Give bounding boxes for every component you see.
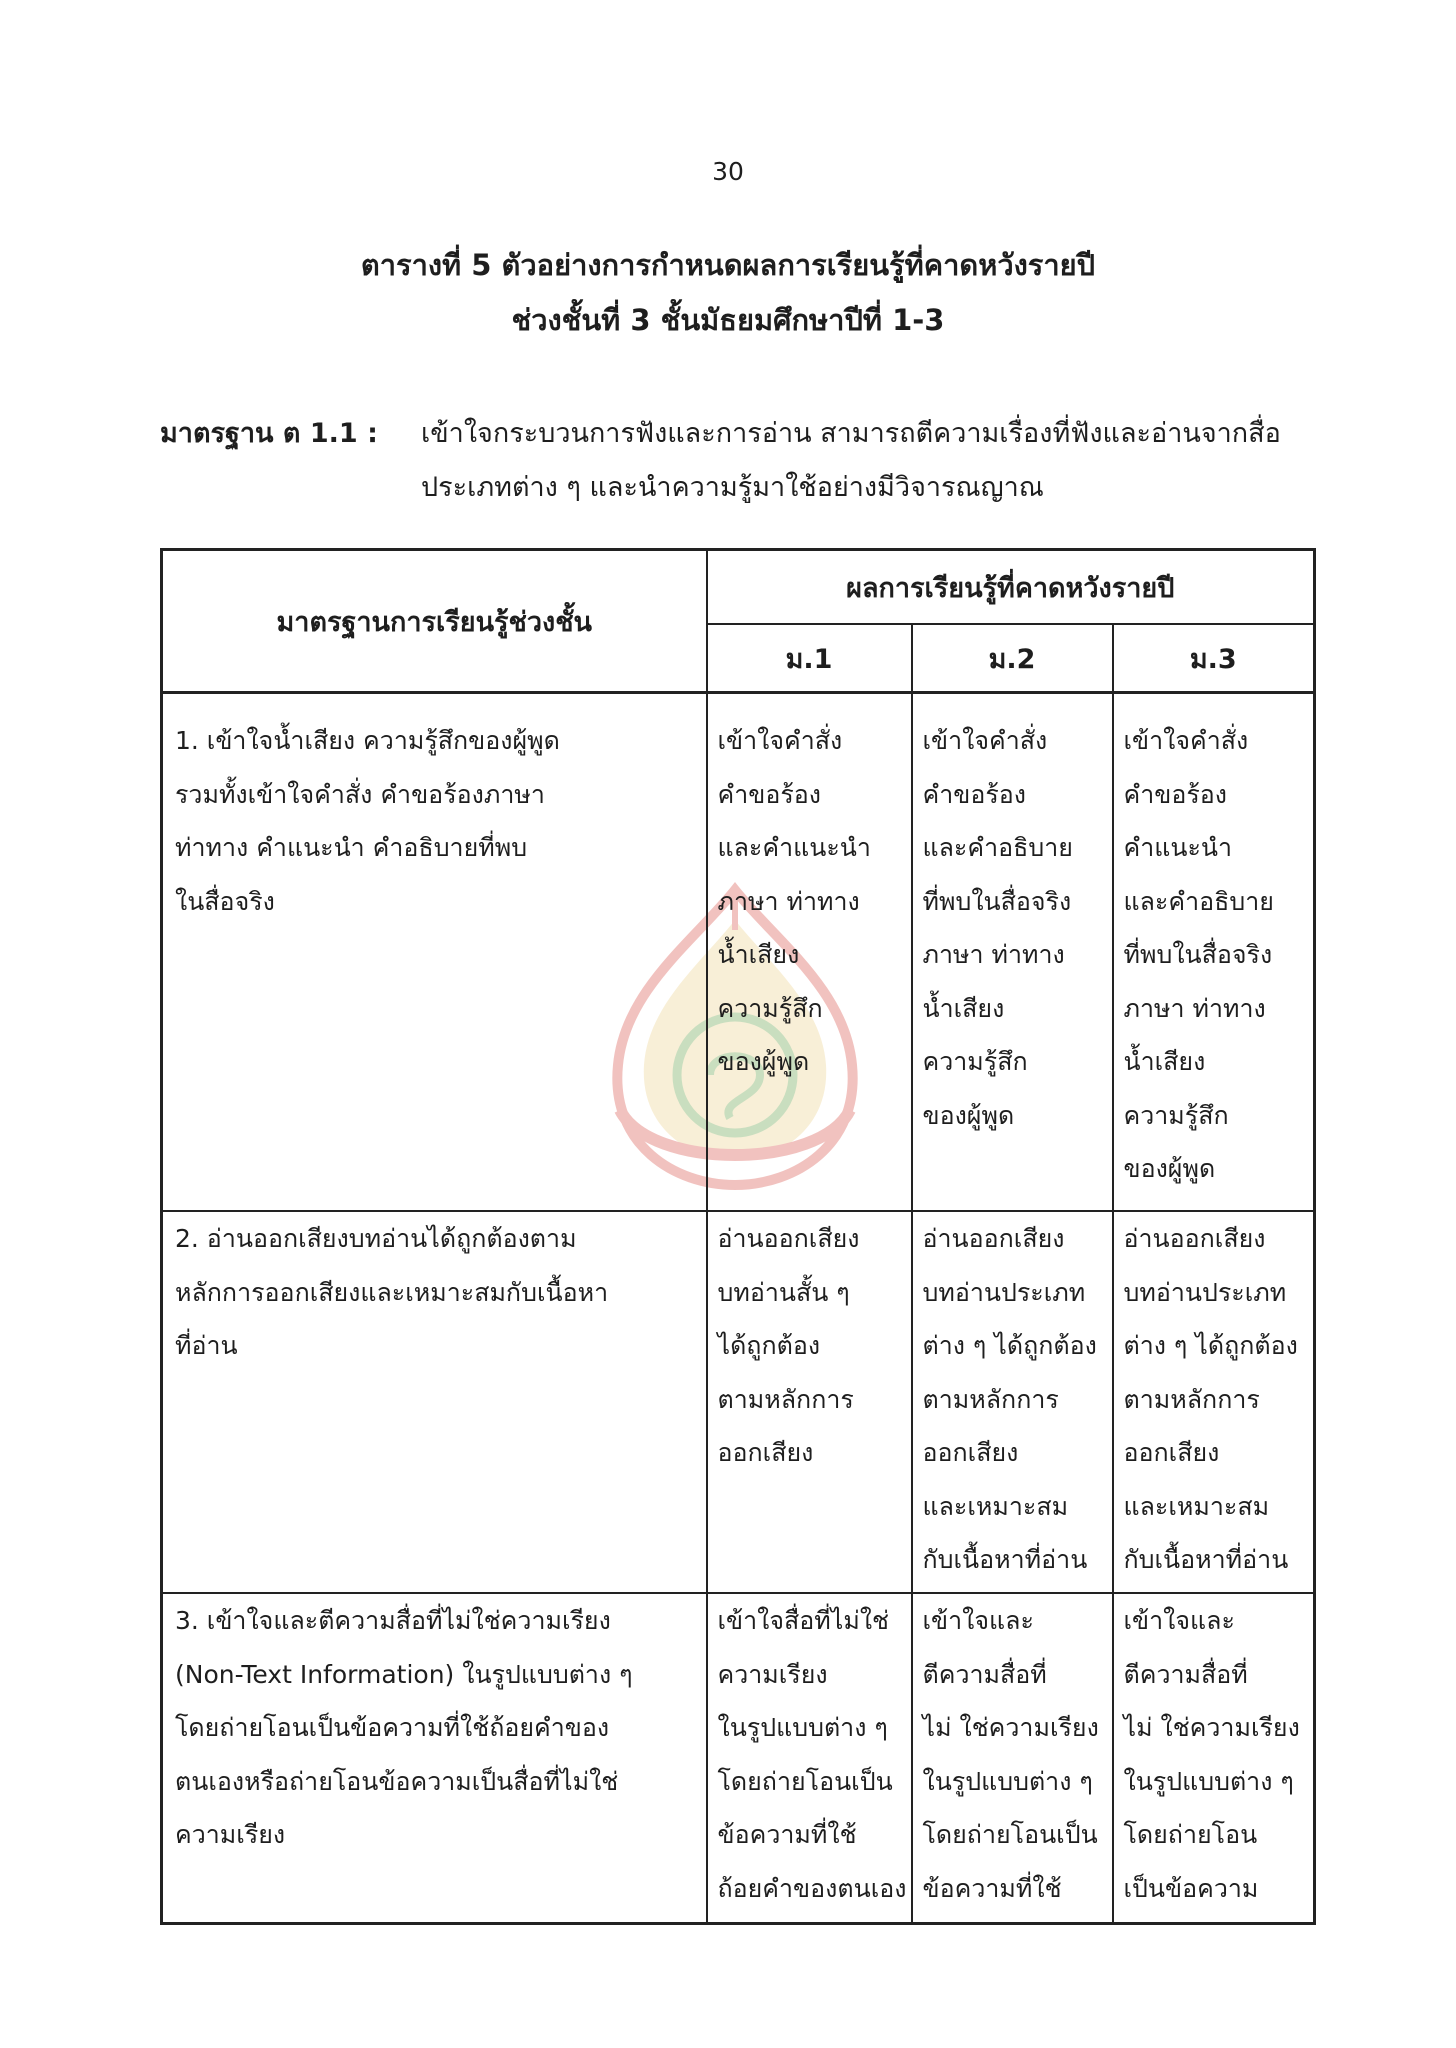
cell-line: ความรู้สึก — [717, 993, 823, 1023]
header-level-m3: ม.3 — [1113, 624, 1315, 693]
cell-line: โดยถ่ายโอนเป็น — [717, 1766, 893, 1796]
cell-line: โดยถ่ายโอน — [1123, 1820, 1258, 1849]
cell-line: ตนเองหรือถ่ายโอนข้อความเป็นสื่อที่ไม่ใช่ — [175, 1766, 619, 1796]
cell-line: อ่านออกเสียง — [1123, 1224, 1266, 1253]
header-standard-column: มาตรฐานการเรียนรู้ช่วงชั้น — [162, 550, 707, 693]
cell-line: เป็นข้อความ — [1123, 1873, 1259, 1903]
row-1-m1 — [707, 693, 912, 1212]
learning-outcomes-table — [160, 548, 1316, 1925]
cell-line: ที่พบในสื่อจริง — [1123, 940, 1273, 969]
cell-line: ต่าง ๆ ได้ถูกต้อง — [1123, 1331, 1298, 1360]
row-2-m2 — [912, 1211, 1113, 1593]
cell-line: ตามหลักการ — [922, 1384, 1059, 1414]
cell-line: น้ำเสียง — [1123, 1047, 1206, 1076]
cell-line: ภาษา ท่าทาง — [922, 940, 1065, 969]
cell-line: เข้าใจคำสั่ง — [922, 726, 1048, 755]
cell-line: อ่านออกเสียง — [922, 1224, 1065, 1253]
cell-line: ที่พบในสื่อจริง — [922, 886, 1072, 916]
row-3-standard — [162, 1593, 707, 1924]
cell-line: อ่านออกเสียง — [717, 1224, 860, 1253]
cell-line: บทอ่านสั้น ๆ — [717, 1277, 850, 1307]
cell-line: ตีความสื่อที่ — [1123, 1659, 1248, 1689]
cell-line: ความรู้สึก — [922, 1047, 1028, 1076]
row-1-m2 — [912, 693, 1113, 1212]
cell-line: (Non-Text Information) ในรูปแบบต่าง ๆ — [175, 1659, 633, 1689]
cell-line: ที่อ่าน — [175, 1331, 238, 1360]
cell-line: คำขอร้อง — [1123, 779, 1228, 809]
page-number: 30 — [712, 157, 744, 186]
cell-line: ความรู้สึก — [1123, 1100, 1229, 1130]
table-row — [162, 1211, 1315, 1593]
row-3-m2 — [912, 1593, 1113, 1924]
cell-line: เข้าใจสื่อที่ไม่ใช่ — [717, 1606, 890, 1635]
cell-line: ออกเสียง — [717, 1438, 814, 1467]
cell-line: ของผู้พูด — [922, 1100, 1015, 1130]
cell-line: 3. เข้าใจและตีความสื่อที่ไม่ใช่ความเรียง — [175, 1606, 611, 1635]
cell-line: ออกเสียง — [1123, 1438, 1220, 1467]
table-row — [162, 693, 1315, 1212]
cell-line: ไม่ ใช่ความเรียง — [1123, 1713, 1300, 1742]
cell-line: ตามหลักการ — [1123, 1384, 1260, 1414]
cell-line: เข้าใจและ — [1123, 1606, 1235, 1635]
row-2-standard — [162, 1211, 707, 1593]
cell-line: บทอ่านประเภท — [1123, 1277, 1287, 1307]
cell-line: บทอ่านประเภท — [922, 1277, 1086, 1307]
cell-line: โดยถ่ายโอนเป็น — [922, 1820, 1098, 1849]
standard-text-line-1: เข้าใจกระบวนการฟังและการอ่าน สามารถตีความเรื่องที่ฟังและอ่านจากสื่อ — [421, 418, 1281, 449]
row-3-m1 — [707, 1593, 912, 1924]
cell-line: ภาษา ท่าทาง — [1123, 993, 1266, 1023]
cell-line: เข้าใจคำสั่ง — [717, 726, 843, 755]
cell-line: ตีความสื่อที่ — [922, 1659, 1047, 1689]
cell-line: เข้าใจและ — [922, 1606, 1034, 1635]
cell-line: น้ำเสียง — [717, 940, 800, 969]
cell-line: รวมทั้งเข้าใจคำสั่ง คำขอร้องภาษา — [175, 779, 545, 809]
row-2-m3 — [1113, 1211, 1315, 1593]
cell-line: ตามหลักการ — [717, 1384, 854, 1414]
row-2-m1 — [707, 1211, 912, 1593]
cell-line: 1. เข้าใจน้ำเสียง ความรู้สึกของผู้พูด — [175, 726, 560, 755]
cell-line: 2. อ่านออกเสียงบทอ่านได้ถูกต้องตาม — [175, 1224, 577, 1253]
cell-line: คำแนะนำ — [1123, 833, 1233, 862]
cell-line: หลักการออกเสียงและเหมาะสมกับเนื้อหา — [175, 1277, 609, 1307]
cell-line: ได้ถูกต้อง — [717, 1331, 821, 1360]
cell-line: ไม่ ใช่ความเรียง — [922, 1713, 1099, 1742]
cell-line: ภาษา ท่าทาง — [717, 886, 860, 916]
cell-line: กับเนื้อหาที่อ่าน — [1123, 1545, 1289, 1574]
cell-line: และคำอธิบาย — [922, 833, 1073, 862]
cell-line: ข้อความที่ใช้ — [717, 1820, 857, 1849]
cell-line: ท่าทาง คำแนะนำ คำอธิบายที่พบ — [175, 833, 528, 862]
cell-line: ต่าง ๆ ได้ถูกต้อง — [922, 1331, 1097, 1360]
cell-line: ข้อความที่ใช้ — [922, 1873, 1062, 1903]
header-level-m1: ม.1 — [707, 624, 912, 693]
row-1-standard — [162, 693, 707, 1212]
cell-line: และเหมาะสม — [1123, 1491, 1270, 1521]
cell-line: ความเรียง — [717, 1659, 828, 1689]
header-level-m2: ม.2 — [912, 624, 1113, 693]
row-1-m3 — [1113, 693, 1315, 1212]
cell-line: ในรูปแบบต่าง ๆ — [717, 1713, 888, 1742]
cell-line: คำขอร้อง — [922, 779, 1027, 809]
row-3-m3 — [1113, 1593, 1315, 1924]
cell-line: โดยถ่ายโอนเป็นข้อความที่ใช้ถ้อยคำของ — [175, 1713, 610, 1742]
cell-line: เข้าใจคำสั่ง — [1123, 726, 1249, 755]
cell-line: น้ำเสียง — [922, 993, 1005, 1023]
cell-line: ของผู้พูด — [717, 1047, 810, 1076]
cell-line: ในสื่อจริง — [175, 886, 275, 916]
cell-line: ของผู้พูด — [1123, 1154, 1216, 1183]
cell-line: และคำแนะนำ — [717, 833, 871, 862]
cell-line: ในรูปแบบต่าง ๆ — [922, 1766, 1093, 1796]
cell-line: ความเรียง — [175, 1820, 286, 1849]
header-expected-outcomes: ผลการเรียนรู้ที่คาดหวังรายปี — [707, 550, 1315, 625]
table-row — [162, 1593, 1315, 1924]
standard-label: มาตรฐาน ต 1.1 : — [160, 418, 378, 449]
cell-line: และคำอธิบาย — [1123, 886, 1274, 916]
standard-text-line-2: ประเภทต่าง ๆ และนำความรู้มาใช้อย่างมีวิจารณญาณ — [421, 472, 1044, 503]
table-title-line-2: ช่วงชั้นที่ 3 ชั้นมัธยมศึกษาปีที่ 1-3 — [511, 303, 945, 337]
cell-line: คำขอร้อง — [717, 779, 822, 809]
cell-line: ถ้อยคำของตนเอง — [717, 1873, 907, 1903]
cell-line: และเหมาะสม — [922, 1491, 1069, 1521]
cell-line: ในรูปแบบต่าง ๆ — [1123, 1766, 1294, 1796]
table-title-line-1: ตารางที่ 5 ตัวอย่างการกำหนดผลการเรียนรู้ที่คาดหวังรายปี — [360, 248, 1096, 282]
cell-line: กับเนื้อหาที่อ่าน — [922, 1545, 1088, 1574]
cell-line: ออกเสียง — [922, 1438, 1019, 1467]
